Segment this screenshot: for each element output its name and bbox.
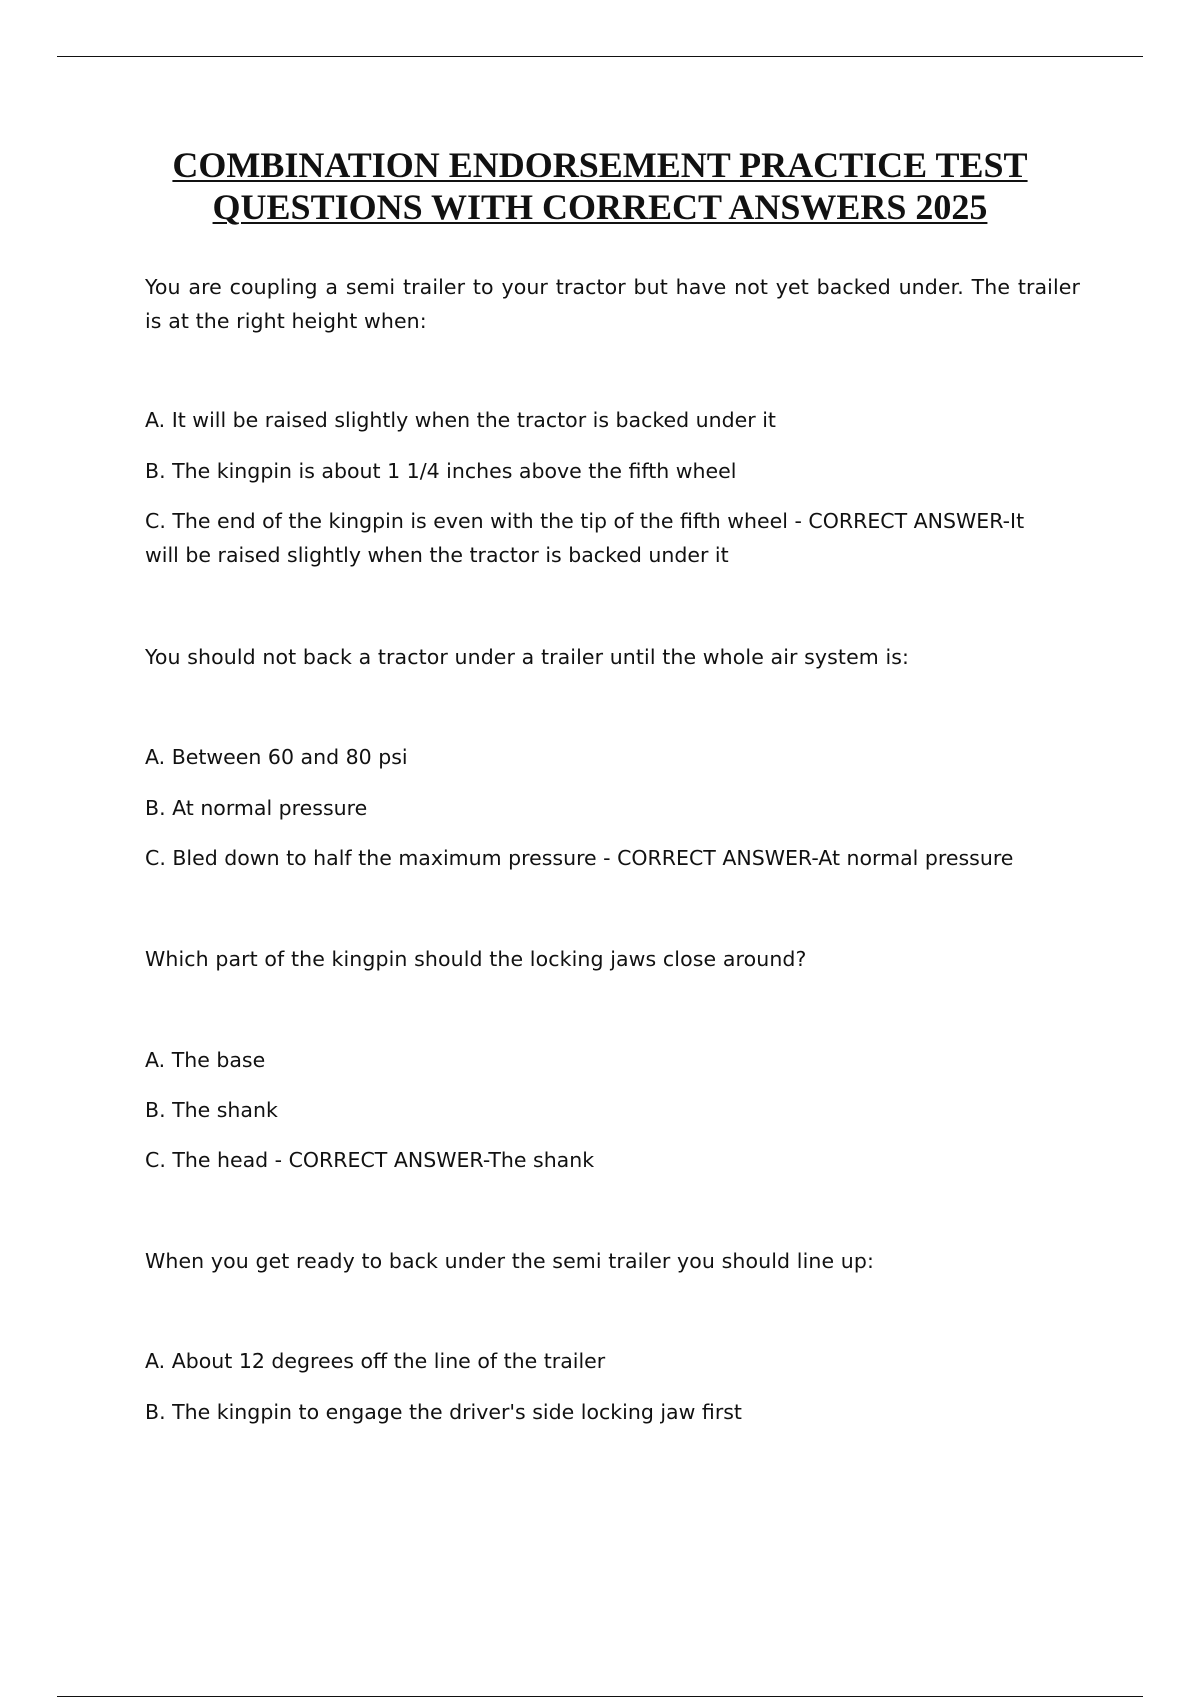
- question-1-option-c: C. The end of the kingpin is even with the tip of the fifth wheel - CORRECT ANSWER-It will be raised slightly when the tractor is backed under it: [145, 509, 1025, 567]
- question-1-option-b: B. The kingpin is about 1 1/4 inches above the fifth wheel: [145, 459, 737, 483]
- question-3-option-c: C. The head - CORRECT ANSWER-The shank: [145, 1148, 595, 1172]
- question-1: You are coupling a semi trailer to your tractor but have not yet backed under. The trailer is at the right height when:: [145, 275, 1080, 333]
- document-title: [150, 144, 1050, 228]
- footer-rule: [57, 1696, 1143, 1697]
- question-3-option-b: B. The shank: [145, 1098, 278, 1122]
- question-4-option-b: B. The kingpin to engage the driver's side locking jaw first: [145, 1400, 742, 1424]
- question-4-option-a: A. About 12 degrees off the line of the trailer: [145, 1349, 606, 1373]
- question-2-option-a: A. Between 60 and 80 psi: [145, 745, 408, 769]
- question-3: Which part of the kingpin should the locking jaws close around?: [145, 947, 807, 971]
- question-3-option-a: A. The base: [145, 1048, 266, 1072]
- question-2: You should not back a tractor under a trailer until the whole air system is:: [145, 645, 910, 669]
- header-rule: [57, 56, 1143, 57]
- question-2-option-b: B. At normal pressure: [145, 796, 368, 820]
- question-4: When you get ready to back under the semi trailer you should line up:: [145, 1249, 874, 1273]
- title-line-1: COMBINATION ENDORSEMENT PRACTICE TEST: [172, 145, 1028, 185]
- title-line-2: QUESTIONS WITH CORRECT ANSWERS 2025: [212, 187, 988, 227]
- question-1-option-a: A. It will be raised slightly when the tractor is backed under it: [145, 408, 776, 432]
- question-2-option-c: C. Bled down to half the maximum pressure - CORRECT ANSWER-At normal pressure: [145, 846, 1014, 870]
